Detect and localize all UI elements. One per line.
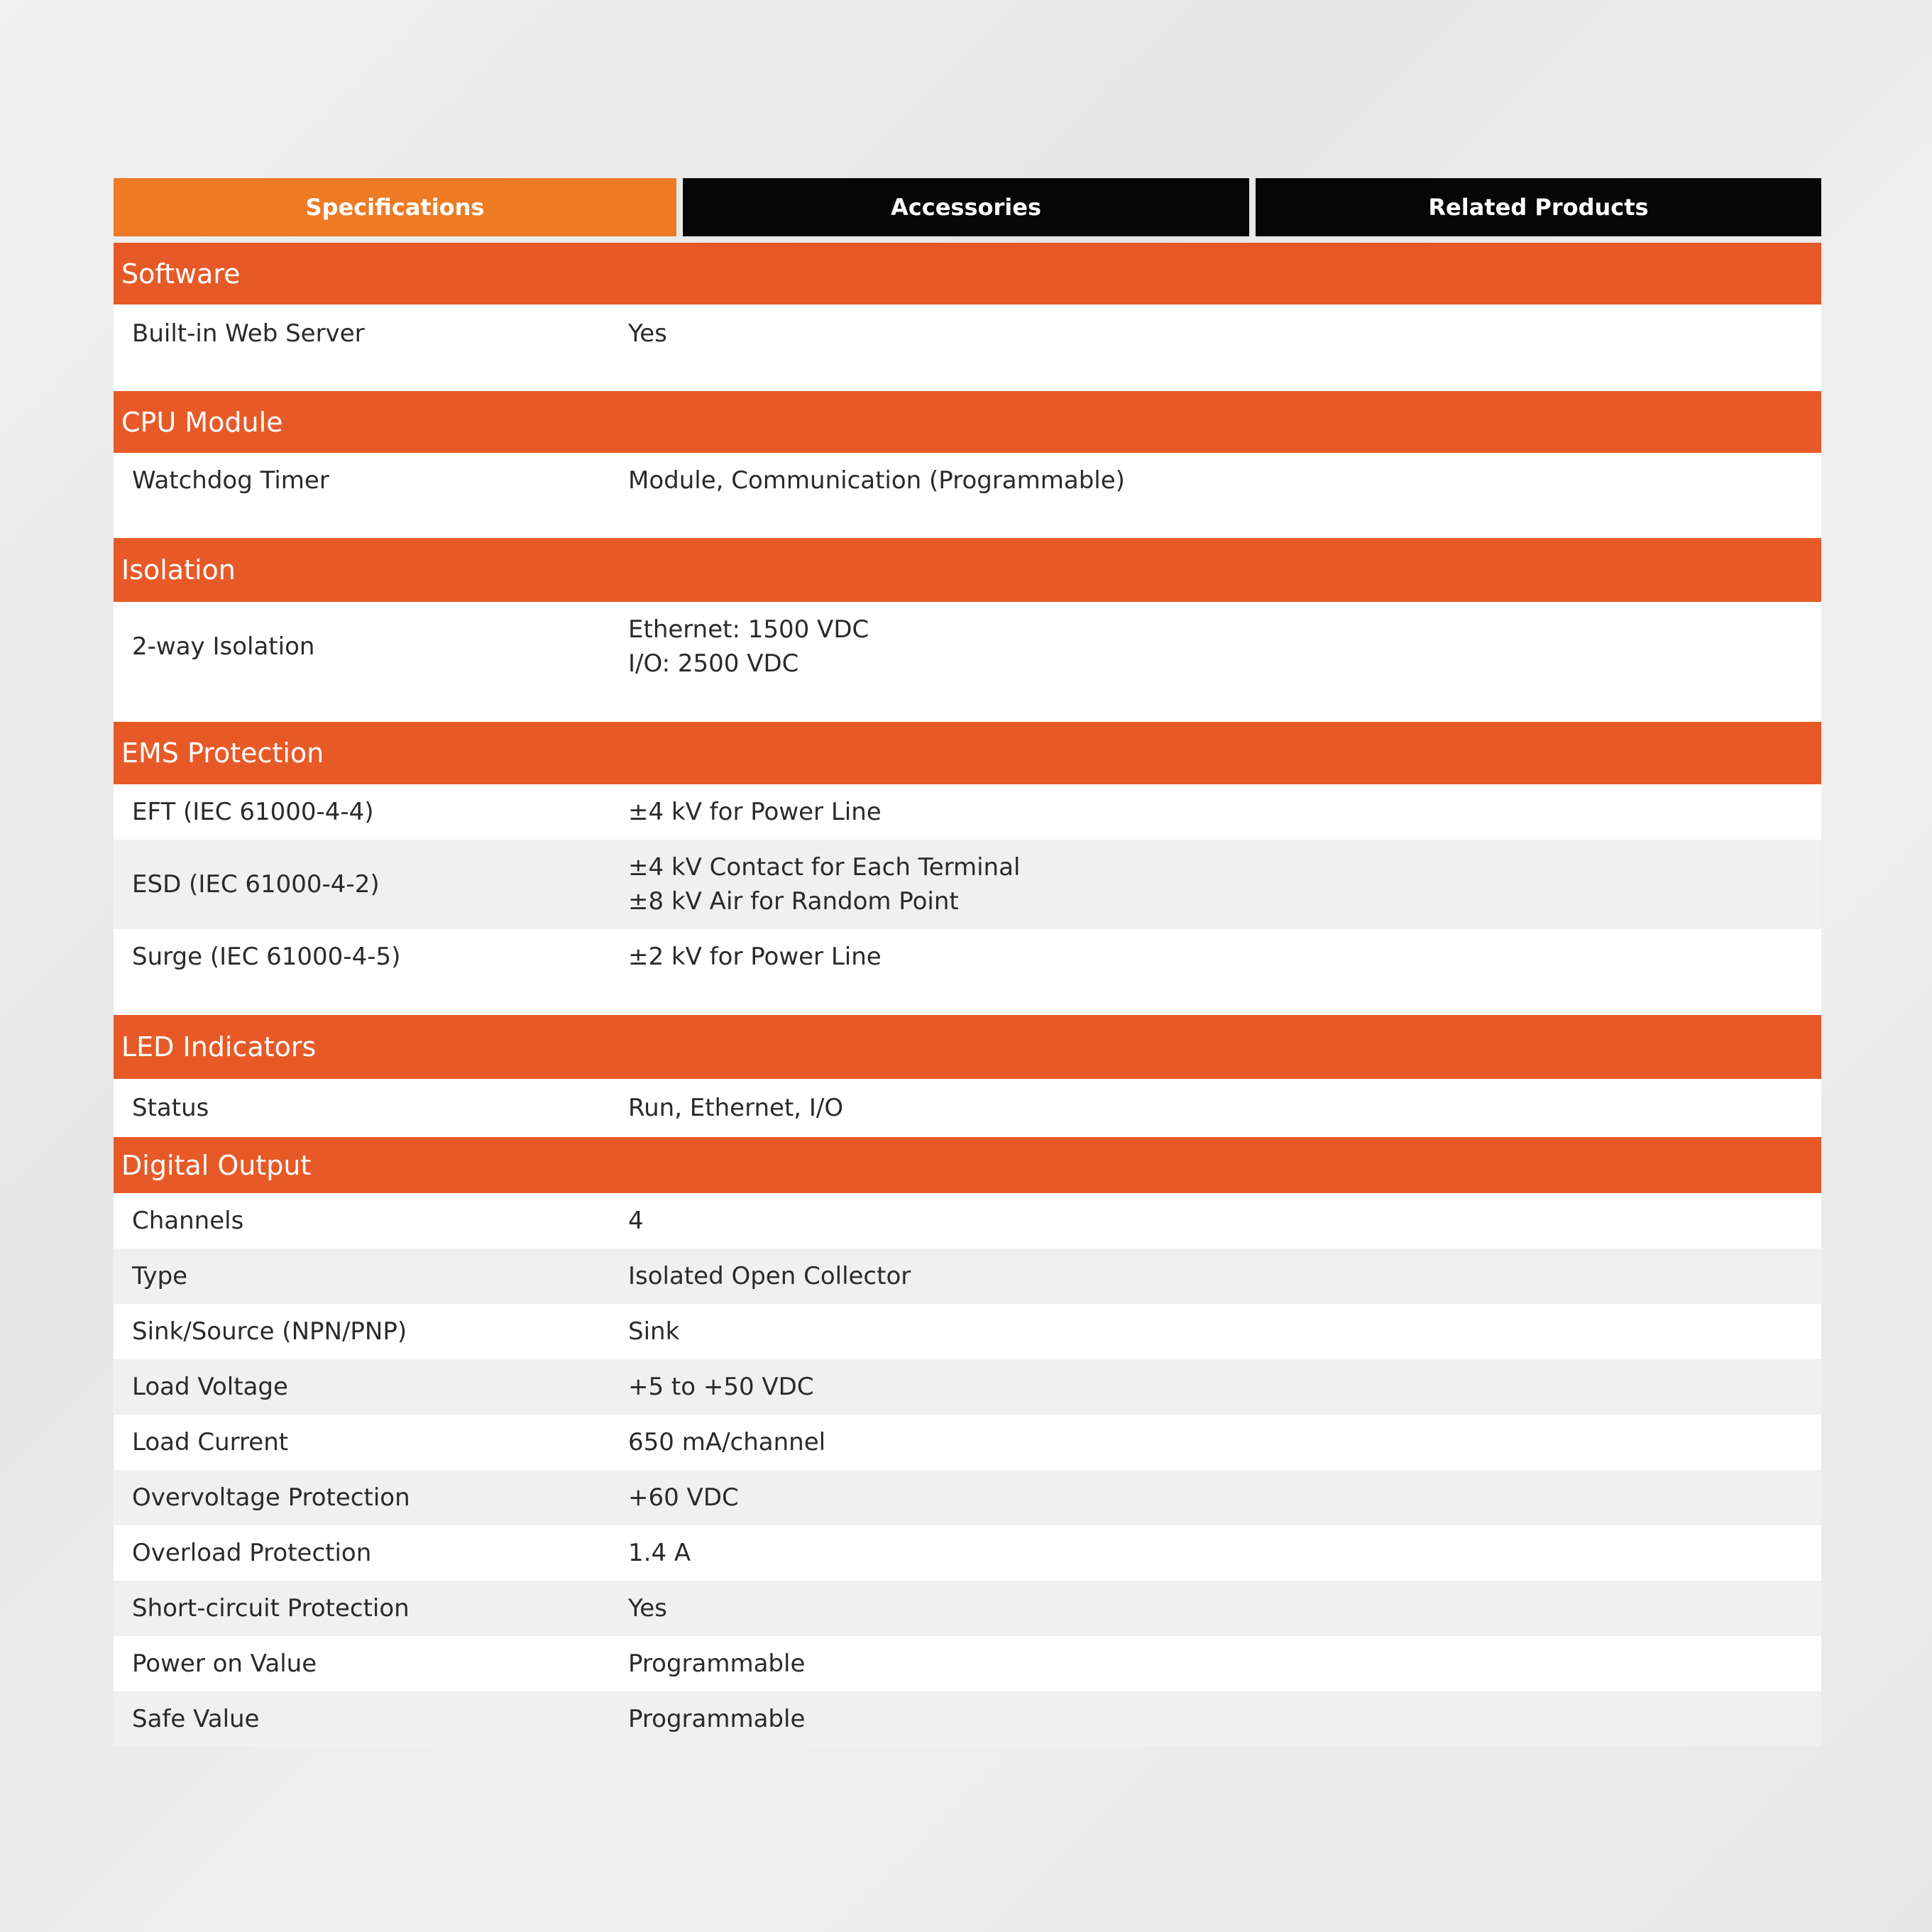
- spec-value: Sink: [628, 1317, 680, 1346]
- spec-value: Isolated Open Collector: [628, 1262, 911, 1290]
- spec-value: +5 to +50 VDC: [628, 1373, 814, 1401]
- tab-specifications[interactable]: Specifications: [114, 178, 676, 236]
- spec-value-line: I/O: 2500 VDC: [628, 649, 799, 678]
- spec-row: [114, 1079, 1821, 1137]
- spec-label: Built-in Web Server: [132, 319, 365, 348]
- spec-row: [114, 1691, 1821, 1747]
- spec-label: Short-circuit Protection: [132, 1594, 410, 1623]
- spec-label: ESD (IEC 61000-4-2): [132, 870, 380, 899]
- spec-value: 4: [628, 1207, 644, 1235]
- spec-value: [628, 613, 1821, 681]
- spec-row: [114, 304, 1821, 363]
- spec-value: ±4 kV for Power Line: [628, 798, 882, 826]
- spec-value: Yes: [628, 1594, 667, 1623]
- spec-row: [114, 1193, 1821, 1248]
- spec-row: [114, 1636, 1821, 1691]
- section-header-led-indicators: LED Indicators: [114, 1015, 1821, 1079]
- section-body-digital-output: [114, 1193, 1821, 1747]
- section-body-cpu-module: [114, 453, 1821, 538]
- spec-row: [114, 1415, 1821, 1470]
- spec-row: [114, 1525, 1821, 1581]
- spec-label: Sink/Source (NPN/PNP): [132, 1317, 407, 1346]
- spec-label: Surge (IEC 61000-4-5): [132, 943, 401, 971]
- spec-label: Safe Value: [132, 1705, 260, 1733]
- section-body-ems-protection: [114, 784, 1821, 1015]
- spec-value: 1.4 A: [628, 1539, 691, 1567]
- spec-value: Run, Ethernet, I/O: [628, 1094, 844, 1122]
- tab-bar: [114, 178, 1821, 236]
- spec-label: Overvoltage Protection: [132, 1483, 410, 1512]
- spec-row: [114, 602, 1821, 691]
- spec-row: [114, 840, 1821, 929]
- section-body-isolation: [114, 602, 1821, 722]
- section-body-led-indicators: [114, 1079, 1821, 1137]
- spec-value-line: ±8 kV Air for Random Point: [628, 887, 959, 916]
- spec-value: Programmable: [628, 1650, 806, 1678]
- spec-value-line: ±4 kV Contact for Each Terminal: [628, 853, 1021, 882]
- spec-row: [114, 1470, 1821, 1525]
- spec-row: [114, 1248, 1821, 1304]
- section-body-software: [114, 304, 1821, 391]
- spec-label: EFT (IEC 61000-4-4): [132, 798, 374, 826]
- section-header-software: Software: [114, 243, 1821, 304]
- spec-label: Load Current: [132, 1428, 289, 1456]
- spec-value: [628, 850, 1821, 918]
- spec-value-line: Ethernet: 1500 VDC: [628, 615, 869, 644]
- spec-row: [114, 1304, 1821, 1359]
- spec-value: +60 VDC: [628, 1483, 739, 1512]
- spec-label: Type: [132, 1262, 188, 1290]
- section-header-cpu-module: CPU Module: [114, 391, 1821, 453]
- spec-label: Channels: [132, 1207, 244, 1235]
- spec-label: Load Voltage: [132, 1373, 288, 1401]
- spec-value: Module, Communication (Programmable): [628, 466, 1125, 495]
- section-header-ems-protection: EMS Protection: [114, 722, 1821, 784]
- spec-row: [114, 929, 1821, 984]
- spec-label: Status: [132, 1094, 209, 1122]
- spec-row: [114, 1581, 1821, 1636]
- spec-label: 2-way Isolation: [132, 632, 315, 661]
- spec-panel: [114, 178, 1821, 1747]
- section-header-isolation: Isolation: [114, 538, 1821, 602]
- spec-value: ±2 kV for Power Line: [628, 943, 882, 971]
- spec-label: Watchdog Timer: [132, 466, 329, 495]
- spec-value: Yes: [628, 319, 667, 348]
- section-header-digital-output: Digital Output: [114, 1137, 1821, 1193]
- spec-value: Programmable: [628, 1705, 806, 1733]
- spec-label: Overload Protection: [132, 1539, 372, 1567]
- tab-related-products[interactable]: Related Products: [1256, 178, 1821, 236]
- spec-row: [114, 1359, 1821, 1415]
- spec-value: 650 mA/channel: [628, 1428, 826, 1456]
- spec-row: [114, 453, 1821, 508]
- spec-label: Power on Value: [132, 1650, 317, 1678]
- tab-accessories[interactable]: Accessories: [683, 178, 1249, 236]
- spec-row: [114, 784, 1821, 840]
